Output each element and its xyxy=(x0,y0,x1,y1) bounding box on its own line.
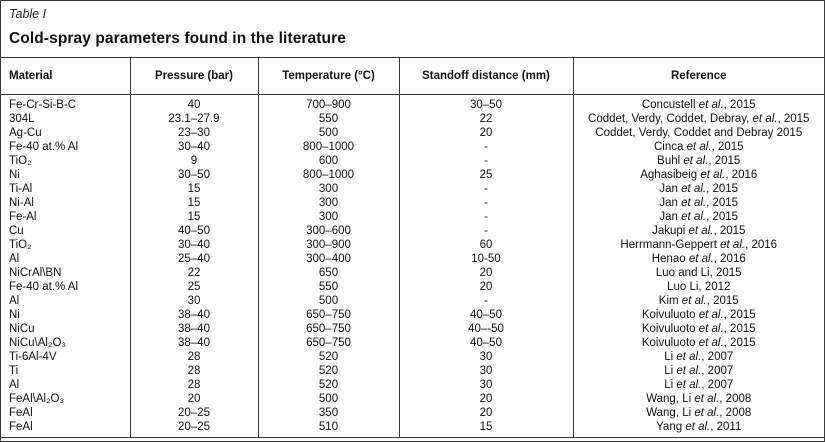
temperature-cell: 500 xyxy=(258,294,399,308)
reference-etal: et al. xyxy=(683,154,709,167)
header-material: Material xyxy=(1,58,130,94)
standoff-cell: 20 xyxy=(399,126,573,140)
reference-cell xyxy=(573,252,824,266)
reference-etal: et al. xyxy=(676,378,702,391)
reference-cell xyxy=(573,336,824,350)
pressure-cell: 25 xyxy=(130,280,258,294)
reference-post: , 2016 xyxy=(713,252,746,265)
table-row xyxy=(1,336,824,350)
reference-post: , 2007 xyxy=(701,378,734,391)
temperature-cell: 550 xyxy=(258,280,399,294)
reference-cell xyxy=(573,294,824,308)
temperature-cell: 650–750 xyxy=(258,336,399,350)
pressure-cell: 30 xyxy=(130,294,258,308)
reference-cell xyxy=(573,140,824,154)
reference-pre: Concustell xyxy=(641,98,699,111)
reference-post: , 2015 xyxy=(711,140,744,153)
temperature-cell: 800–1000 xyxy=(258,140,399,154)
material-cell: Ni-Al xyxy=(1,196,130,210)
material-cell: NiCrAl\BN xyxy=(1,266,130,280)
material-cell: Fe-Cr-Si-B-C xyxy=(1,94,130,112)
reference-cell xyxy=(573,350,824,364)
material-cell: FeAl xyxy=(1,420,130,438)
reference-etal: et al. xyxy=(700,168,726,181)
temperature-cell: 500 xyxy=(258,392,399,406)
material-cell: Ti-6Al-4V xyxy=(1,350,130,364)
temperature-cell: 300 xyxy=(258,182,399,196)
table-row xyxy=(1,94,824,112)
reference-pre: Herrmann-Geppert xyxy=(620,238,721,251)
standoff-cell: 20 xyxy=(399,406,573,420)
pressure-cell: 30–50 xyxy=(130,168,258,182)
reference-post: , 2016 xyxy=(745,238,778,251)
reference-cell xyxy=(573,392,824,406)
pressure-cell: 9 xyxy=(130,154,258,168)
standoff-cell: - xyxy=(399,196,573,210)
reference-etal: et al. xyxy=(681,182,707,195)
reference-etal: et al. xyxy=(698,322,724,335)
reference-etal: et al. xyxy=(688,252,714,265)
table-row xyxy=(1,140,824,154)
temperature-cell: 300–900 xyxy=(258,238,399,252)
reference-etal: et al. xyxy=(681,294,707,307)
standoff-cell: 20 xyxy=(399,266,573,280)
header-row xyxy=(1,58,824,94)
material-cell: Ti xyxy=(1,364,130,378)
reference-pre: Wang, Li xyxy=(646,392,695,405)
table-row xyxy=(1,294,824,308)
temperature-cell: 800–1000 xyxy=(258,168,399,182)
reference-cell xyxy=(573,308,824,322)
temperature-cell: 600 xyxy=(258,154,399,168)
table-row xyxy=(1,350,824,364)
standoff-cell: 40–50 xyxy=(399,308,573,322)
reference-etal: et al. xyxy=(681,196,707,209)
pressure-cell: 20 xyxy=(130,392,258,406)
reference-etal: et al. xyxy=(676,364,702,377)
reference-pre: Coddet, Verdy, Coddet and Debray 2015 xyxy=(595,126,803,139)
reference-cell xyxy=(573,154,824,168)
reference-post: , 2015 xyxy=(706,196,739,209)
table-label: Table I xyxy=(9,7,47,21)
reference-etal: et al. xyxy=(676,350,702,363)
table-row xyxy=(1,406,824,420)
reference-cell xyxy=(573,364,824,378)
temperature-cell: 300–400 xyxy=(258,252,399,266)
standoff-cell: 20 xyxy=(399,280,573,294)
pressure-cell: 38–40 xyxy=(130,322,258,336)
reference-pre: Aghasibeig xyxy=(640,168,701,181)
pressure-cell: 25–40 xyxy=(130,252,258,266)
reference-post: , 2015 xyxy=(706,182,739,195)
reference-pre: Wang, Li xyxy=(646,406,695,419)
pressure-cell: 30–40 xyxy=(130,140,258,154)
table-row xyxy=(1,112,824,126)
reference-post: , 2015 xyxy=(723,336,756,349)
reference-cell xyxy=(573,112,824,126)
table-row xyxy=(1,168,824,182)
material-cell: FeAl\Al₂O₃ xyxy=(1,392,130,406)
material-cell: NiCu xyxy=(1,322,130,336)
pressure-cell: 28 xyxy=(130,378,258,392)
material-cell: Ag-Cu xyxy=(1,126,130,140)
reference-post: , 2015 xyxy=(723,98,756,111)
material-cell: TiO₂ xyxy=(1,238,130,252)
table-row xyxy=(1,154,824,168)
reference-cell xyxy=(573,378,824,392)
reference-pre: Luo Li, 2012 xyxy=(667,280,731,293)
reference-cell xyxy=(573,420,824,438)
reference-cell xyxy=(573,168,824,182)
reference-post: , 2008 xyxy=(719,406,752,419)
temperature-cell: 520 xyxy=(258,378,399,392)
header-pressure: Pressure (bar) xyxy=(130,58,258,94)
material-cell: Fe-Al xyxy=(1,210,130,224)
table-row xyxy=(1,378,824,392)
reference-pre: Luo and Li, 2015 xyxy=(655,266,742,279)
standoff-cell: 15 xyxy=(399,420,573,438)
material-cell: 304L xyxy=(1,112,130,126)
reference-pre: Jakupi xyxy=(652,224,689,237)
standoff-cell: 22 xyxy=(399,112,573,126)
table-row xyxy=(1,266,824,280)
reference-pre: Li xyxy=(664,378,677,391)
reference-pre: Li xyxy=(664,350,677,363)
standoff-cell: - xyxy=(399,154,573,168)
reference-etal: et al. xyxy=(694,392,720,405)
pressure-cell: 23–30 xyxy=(130,126,258,140)
pressure-cell: 40 xyxy=(130,94,258,112)
reference-cell xyxy=(573,126,824,140)
header-standoff: Standoff distance (mm) xyxy=(399,58,573,94)
reference-pre: Koivuluoto xyxy=(641,322,699,335)
table-row xyxy=(1,238,824,252)
temperature-cell: 500 xyxy=(258,126,399,140)
pressure-cell: 20–25 xyxy=(130,420,258,438)
reference-pre: Henao xyxy=(651,252,689,265)
table-row xyxy=(1,280,824,294)
reference-post: , 2011 xyxy=(710,420,742,433)
reference-pre: Koivuluoto xyxy=(641,308,699,321)
table-title: Cold-spray parameters found in the literature xyxy=(9,30,346,47)
reference-cell xyxy=(573,280,824,294)
caption-block xyxy=(1,1,824,58)
pressure-cell: 15 xyxy=(130,210,258,224)
reference-pre: Li xyxy=(664,364,677,377)
reference-cell xyxy=(573,266,824,280)
reference-cell xyxy=(573,94,824,112)
reference-post: , 2015 xyxy=(723,308,756,321)
material-cell: Fe-40 at.% Al xyxy=(1,280,130,294)
reference-pre: Kim xyxy=(658,294,682,307)
temperature-cell: 520 xyxy=(258,350,399,364)
standoff-cell: 60 xyxy=(399,238,573,252)
reference-pre: Koivuluoto xyxy=(641,336,699,349)
table-row xyxy=(1,308,824,322)
material-cell: Fe-40 at.% Al xyxy=(1,140,130,154)
reference-etal: et al. xyxy=(694,406,720,419)
reference-etal: et al. xyxy=(720,238,746,251)
pressure-cell: 23.1–27.9 xyxy=(130,112,258,126)
reference-pre: Buhl xyxy=(657,154,684,167)
standoff-cell: 30 xyxy=(399,378,573,392)
temperature-cell: 550 xyxy=(258,112,399,126)
reference-etal: et al. xyxy=(681,210,707,223)
reference-etal: et al. xyxy=(752,112,778,125)
reference-pre: Yang xyxy=(656,420,686,433)
pressure-cell: 28 xyxy=(130,364,258,378)
material-cell: FeAl xyxy=(1,406,130,420)
reference-cell xyxy=(573,182,824,196)
standoff-cell: - xyxy=(399,224,573,238)
standoff-cell: 30–50 xyxy=(399,94,573,112)
parameters-table xyxy=(1,58,824,438)
reference-pre: Jan xyxy=(659,182,682,195)
temperature-cell: 510 xyxy=(258,420,399,438)
reference-post: , 2008 xyxy=(719,392,752,405)
table-row xyxy=(1,420,824,438)
reference-pre: Jan xyxy=(659,210,682,223)
table-row xyxy=(1,126,824,140)
table-row xyxy=(1,196,824,210)
material-cell: Cu xyxy=(1,224,130,238)
pressure-cell: 20–25 xyxy=(130,406,258,420)
reference-post: , 2015 xyxy=(706,294,739,307)
standoff-cell: 20 xyxy=(399,392,573,406)
table-body xyxy=(1,94,824,437)
temperature-cell: 300 xyxy=(258,210,399,224)
temperature-cell: 700–900 xyxy=(258,94,399,112)
reference-etal: et al. xyxy=(685,420,711,433)
reference-post: , 2015 xyxy=(708,154,741,167)
reference-post: , 2015 xyxy=(713,224,746,237)
table-row xyxy=(1,252,824,266)
table-row xyxy=(1,224,824,238)
pressure-cell: 40–50 xyxy=(130,224,258,238)
material-cell: Ni xyxy=(1,168,130,182)
pressure-cell: 22 xyxy=(130,266,258,280)
temperature-cell: 650 xyxy=(258,266,399,280)
reference-etal: et al. xyxy=(698,308,724,321)
standoff-cell: - xyxy=(399,182,573,196)
standoff-cell: 40–-50 xyxy=(399,322,573,336)
table-row xyxy=(1,392,824,406)
reference-cell xyxy=(573,406,824,420)
standoff-cell: 30 xyxy=(399,350,573,364)
temperature-cell: 350 xyxy=(258,406,399,420)
material-cell: Ti-Al xyxy=(1,182,130,196)
material-cell: Al xyxy=(1,252,130,266)
material-cell: Al xyxy=(1,294,130,308)
reference-post: , 2007 xyxy=(701,350,734,363)
temperature-cell: 300–600 xyxy=(258,224,399,238)
reference-pre: Cinca xyxy=(653,140,687,153)
reference-cell xyxy=(573,224,824,238)
reference-etal: et al. xyxy=(688,224,714,237)
reference-etal: et al. xyxy=(698,98,724,111)
standoff-cell: - xyxy=(399,210,573,224)
temperature-cell: 650–750 xyxy=(258,322,399,336)
table-row xyxy=(1,210,824,224)
pressure-cell: 28 xyxy=(130,350,258,364)
reference-post: , 2015 xyxy=(777,112,810,125)
temperature-cell: 520 xyxy=(258,364,399,378)
material-cell: Ni xyxy=(1,308,130,322)
material-cell: TiO₂ xyxy=(1,154,130,168)
table-row xyxy=(1,322,824,336)
standoff-cell: - xyxy=(399,140,573,154)
standoff-cell: - xyxy=(399,294,573,308)
reference-cell xyxy=(573,322,824,336)
pressure-cell: 38–40 xyxy=(130,336,258,350)
pressure-cell: 15 xyxy=(130,182,258,196)
standoff-cell: 30 xyxy=(399,364,573,378)
reference-cell xyxy=(573,238,824,252)
reference-cell xyxy=(573,196,824,210)
reference-pre: Jan xyxy=(659,196,682,209)
header-reference: Reference xyxy=(573,58,824,94)
temperature-cell: 300 xyxy=(258,196,399,210)
material-cell: NiCu\Al₂O₃ xyxy=(1,336,130,350)
temperature-cell: 650–750 xyxy=(258,308,399,322)
standoff-cell: 10-50 xyxy=(399,252,573,266)
reference-pre: Coddet, Verdy, Coddet, Debray, xyxy=(588,112,753,125)
header-temperature: Temperature (°C) xyxy=(258,58,399,94)
pressure-cell: 15 xyxy=(130,196,258,210)
reference-cell xyxy=(573,210,824,224)
material-cell: Al xyxy=(1,378,130,392)
reference-etal: et al. xyxy=(698,336,724,349)
standoff-cell: 40–50 xyxy=(399,336,573,350)
pressure-cell: 30–40 xyxy=(130,238,258,252)
standoff-cell: 25 xyxy=(399,168,573,182)
table-row xyxy=(1,182,824,196)
pressure-cell: 38–40 xyxy=(130,308,258,322)
reference-post: , 2016 xyxy=(725,168,758,181)
reference-etal: et al. xyxy=(686,140,712,153)
reference-post: , 2007 xyxy=(701,364,734,377)
table-row xyxy=(1,364,824,378)
reference-post: , 2015 xyxy=(723,322,756,335)
reference-post: , 2015 xyxy=(706,210,739,223)
